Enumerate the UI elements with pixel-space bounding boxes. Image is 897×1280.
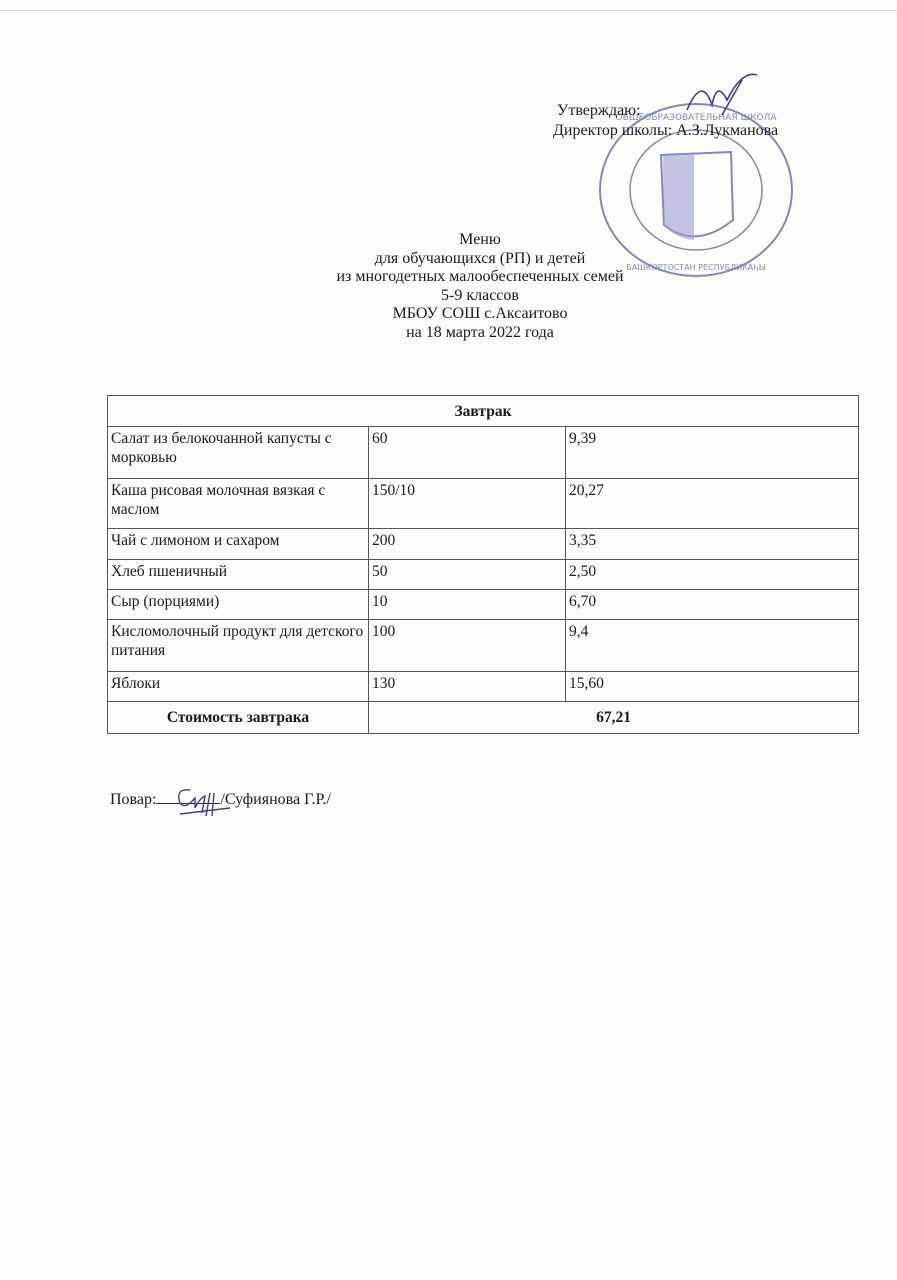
- table-row: [108, 529, 859, 560]
- total-row: [108, 702, 859, 734]
- dish-portion: 50: [369, 560, 566, 590]
- dish-price: 6,70: [566, 590, 859, 620]
- title-line: Меню: [459, 231, 501, 248]
- total-value: 67,21: [369, 702, 859, 734]
- approval-label: Утверждаю:: [557, 102, 641, 119]
- title-line: МБОУ СОШ с.Аксаитово: [392, 305, 568, 322]
- title-line: 5-9 классов: [441, 286, 519, 304]
- dish-price: 20,27: [566, 479, 859, 529]
- dish-portion: 150/10: [369, 479, 566, 529]
- director-line: Директор школы: А.З.Лукманова: [553, 122, 779, 139]
- dish-portion: 60: [369, 427, 566, 479]
- dish-price: 3,35: [566, 529, 859, 560]
- cook-name: /Суфиянова Г.Р./: [220, 791, 331, 808]
- table-header-row: [108, 396, 859, 427]
- table-row: [108, 590, 859, 620]
- table-row: [108, 479, 859, 529]
- total-label: Стоимость завтрака: [108, 702, 369, 734]
- dish-name: Яблоки: [108, 672, 369, 702]
- dish-price: 2,50: [566, 560, 859, 590]
- title-line: для обучающихся (РП) и детей: [374, 249, 586, 267]
- svg-text:ОБЩЕОБРАЗОВАТЕЛЬНАЯ ШКОЛА: ОБЩЕОБРАЗОВАТЕЛЬНАЯ ШКОЛА: [615, 113, 777, 123]
- menu-table: [107, 395, 859, 734]
- title-line: из многодетных малообеспеченных семей: [336, 268, 624, 285]
- dish-portion: 10: [369, 590, 566, 620]
- table-row: [108, 427, 859, 479]
- cook-label: Повар:: [110, 791, 157, 808]
- dish-name: Сыр (порциями): [108, 590, 369, 620]
- dish-portion: 130: [369, 672, 566, 702]
- dish-portion: 200: [369, 529, 566, 560]
- dish-price: 9,39: [566, 427, 859, 479]
- dish-name: Кисломолочный продукт для детского питания: [108, 620, 369, 672]
- dish-portion: 100: [369, 620, 566, 672]
- table-row: [108, 672, 859, 702]
- scan-edge: [0, 10, 897, 11]
- dish-price: 15,60: [566, 672, 859, 702]
- title-line: на 18 марта 2022 года: [406, 323, 554, 341]
- table-row: [108, 560, 859, 590]
- dish-name: Каша рисовая молочная вязкая с маслом: [108, 479, 369, 529]
- document-title: [200, 231, 760, 342]
- dish-name: Чай с лимоном и сахаром: [108, 529, 369, 560]
- meal-header: Завтрак: [108, 396, 859, 427]
- dish-name: Хлеб пшеничный: [108, 560, 369, 590]
- dish-name: Салат из белокочанной капусты с морковью: [108, 427, 369, 479]
- table-row: [108, 620, 859, 672]
- svg-text:БАШКОРТОСТАН РЕСПУБЛИКАҺЫ: БАШКОРТОСТАН РЕСПУБЛИКАҺЫ: [626, 263, 766, 272]
- dish-price: 9,4: [566, 620, 859, 672]
- approval-block: [553, 101, 778, 141]
- cook-signature: [170, 778, 240, 818]
